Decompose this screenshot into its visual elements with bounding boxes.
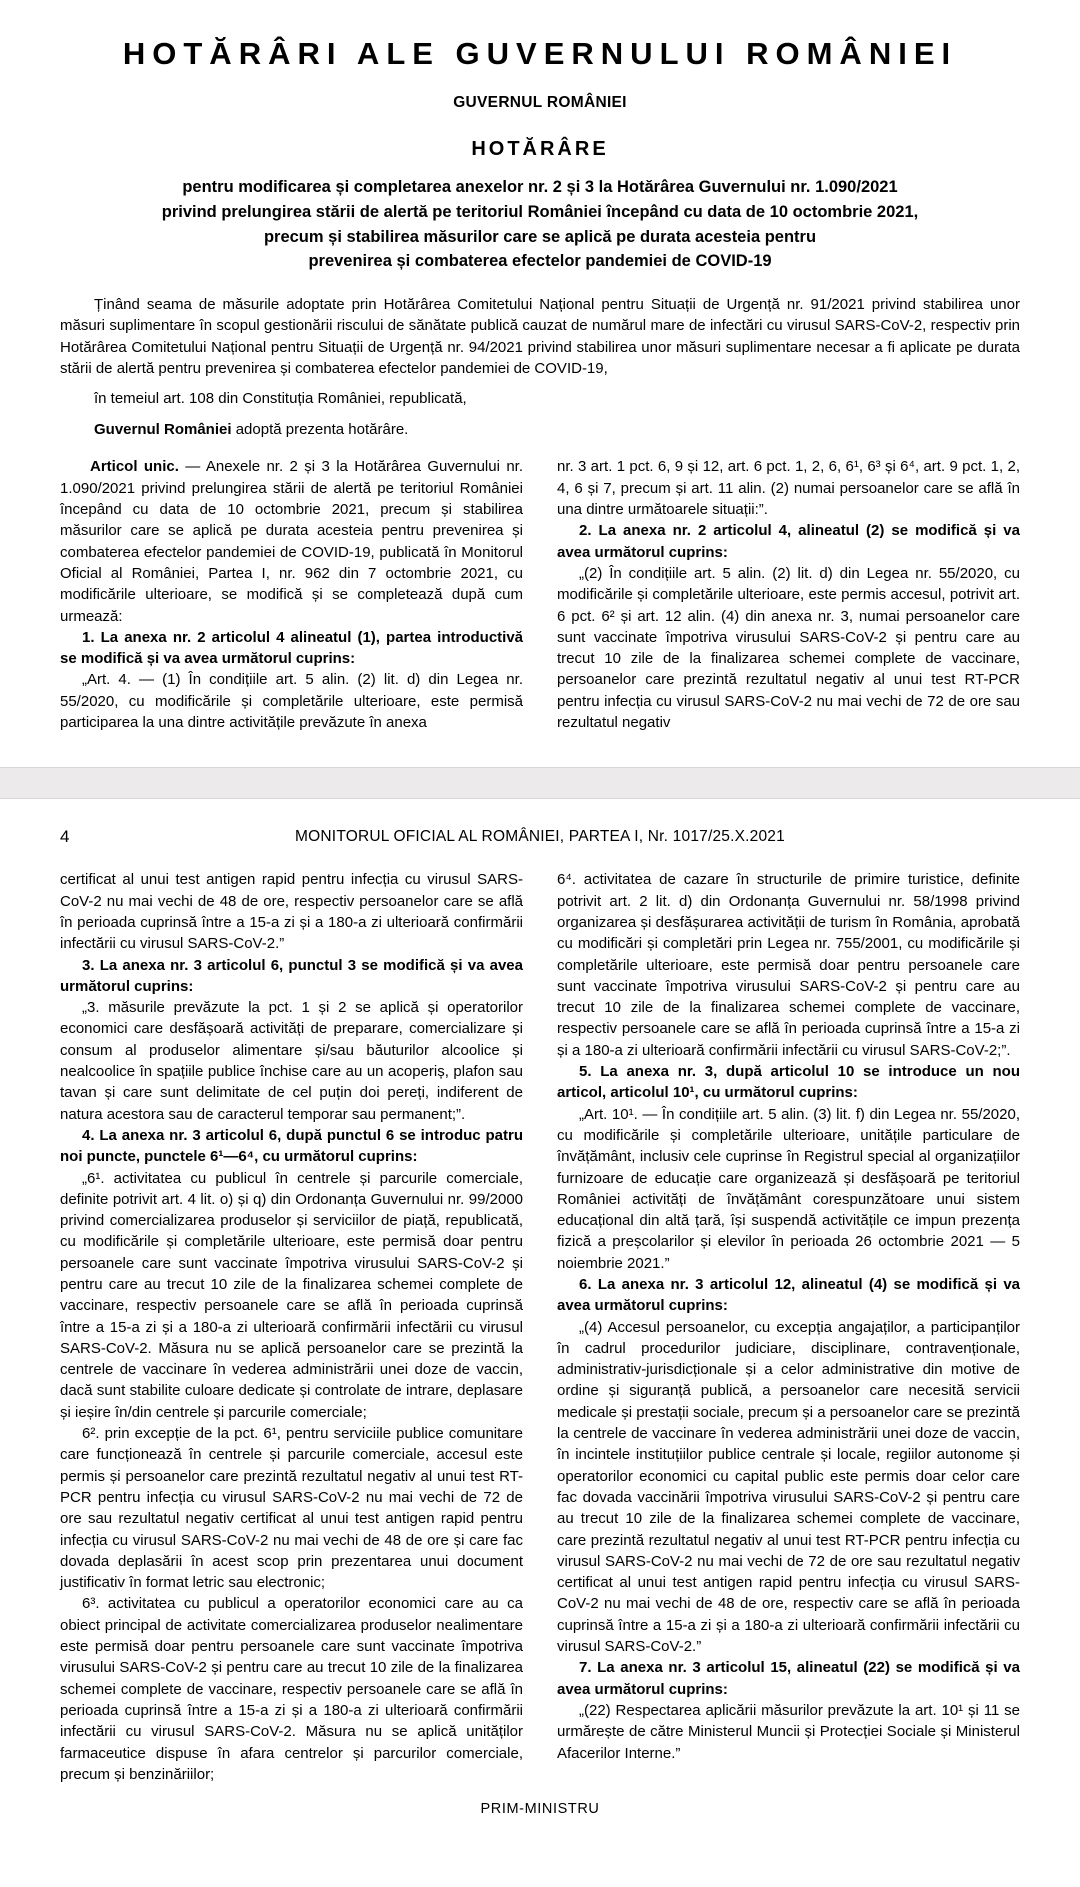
amendment-7-title: La anexa nr. 3 articolul 15, alineatul (22) se modifică și va avea următorul cuprins: bbox=[557, 1659, 1020, 1698]
running-title: MONITORUL OFICIAL AL ROMÂNIEI, PARTEA I, Nr. 1017/25.X.2021 bbox=[295, 828, 785, 846]
document-page-1 bbox=[0, 0, 1080, 799]
amendment-3-quote: „3. măsurile prevăzute la pct. 1 și 2 se aplică și operatorilor economici care desfășoară activități de preparare, comercializare și consum al produselor alimentare și/sau băuturilor alcoolice și nealcoolice în spațiile publice închise care au un acoperiș, plafon sau tavan și care sunt delimitate de cel puțin doi pereți, indiferent de natura acestora sau de caracterul temporar sau permanent;”. bbox=[60, 999, 523, 1123]
amendment-6-number: 6. bbox=[579, 1275, 598, 1293]
amendment-5-title: La anexa nr. 3, după articolul 10 se introduce un nou articol, articolul 10¹, cu următorul cuprins: bbox=[557, 1063, 1020, 1102]
amendment-3-title: La anexa nr. 3 articolul 6, punctul 3 se modifică și va avea următorul cuprins: bbox=[60, 956, 523, 995]
amendment-2-title: La anexa nr. 2 articolul 4, alineatul (2) se modifică și va avea următorul cuprins: bbox=[557, 522, 1020, 561]
amendment-7-number: 7. bbox=[579, 1659, 598, 1677]
article-unic-text: — Anexele nr. 2 și 3 la Hotărârea Guvernului nr. 1.090/2021 privind prelungirea stării de alertă pe teritoriul României începând cu data de 10 octombrie 2021, precum și stabilirea măsurilor care se aplică pe durata acesteia pentru prevenirea și combaterea efectelor pandemiei de COVID-19, publicată în Monitorul Oficial al României, Partea I, nr. 962 din 7 octombrie 2021, cu modificările ulterioare, se modifică și se completează după cum urmează: bbox=[60, 458, 523, 625]
document-title bbox=[90, 175, 990, 274]
masthead-title: HOTĂRÂRI ALE GUVERNULUI ROMÂNIEI bbox=[122, 36, 958, 71]
amendment-1-heading bbox=[60, 627, 523, 670]
amendment-4-heading bbox=[60, 1125, 523, 1168]
amendment-5-quote: „Art. 10¹. — În condițiile art. 5 alin. (3) lit. f) din Legea nr. 55/2020, cu modificările și completările ulterioare, unitățile particulare de învățământ, inclusiv cele cuprinse în Registrul special al organizațiilor furnizoare de educație care organizează și desfășoară pe teritoriul României activități de învățământ corespunzătoare unui sistem educațional din altă țară, își suspendă activitățile ce impun prezența fizică a preșcolarilor și elevilor în perioada 26 octombrie 2021 — 5 noiembrie 2021.” bbox=[557, 1105, 1020, 1272]
page2-column-left bbox=[60, 869, 523, 1785]
amendment-7-quote: „(22) Respectarea aplicării măsurilor prevăzute la art. 10¹ și 11 se urmărește de către Ministerul Muncii și Protecției Sociale și Ministerul Afacerilor Interne.” bbox=[557, 1701, 1020, 1762]
page1-body bbox=[0, 0, 1080, 733]
page1-columns bbox=[60, 456, 1020, 733]
amendment-1-quote-continued: nr. 3 art. 1 pct. 6, 9 și 12, art. 6 pct. 1, 2, 6, 6¹, 6³ și 6⁴, art. 9 pct. 1, 2, 4, 6 și 7, precum și art. 11 alin. (2) numai persoanelor care se află în una dintre următoarele situații:”. bbox=[557, 458, 1020, 519]
amendment-2-quote-continued: certificat al unui test antigen rapid pentru infecția cu virusul SARS-CoV-2 nu mai vechi de 48 de ore, respectiv persoanelor care se află în perioada cuprinsă între a 15-a zi și a 180-a zi ulterioară confirmării infectării cu virusul SARS-CoV-2.” bbox=[60, 871, 523, 953]
amendment-1-number: 1. bbox=[82, 628, 101, 646]
document-page-2 bbox=[0, 799, 1080, 1823]
article-unic-paragraph bbox=[60, 456, 523, 626]
amendment-4-number: 4. bbox=[82, 1126, 100, 1144]
amendment-3-number: 3. bbox=[82, 956, 100, 974]
document-type-heading: HOTĂRÂRE bbox=[471, 138, 609, 160]
amendment-3-heading bbox=[60, 955, 523, 998]
amendment-7-heading bbox=[557, 1657, 1020, 1700]
amendment-2-heading bbox=[557, 520, 1020, 563]
page2-column-right bbox=[557, 869, 1020, 1763]
preamble-paragraph-2: în temeiul art. 108 din Constituția României, republicată, bbox=[94, 390, 467, 408]
document-title-line-2: privind prelungirea stării de alertă pe teritoriul României începând cu data de 10 octombrie 2021, bbox=[161, 202, 919, 221]
page-separator bbox=[0, 767, 1080, 799]
amendment-4-point-61: „6¹. activitatea cu publicul în centrele și parcurile comerciale, definite potrivit art. 4 lit. o) și q) din Ordonanța Guvernului nr. 99/2000 privind comercializarea produselor și serviciilor de piață, republicată, cu modificările și completările ulterioare, este permisă doar pentru persoanele care sunt vaccinate împotriva virusului SARS-CoV-2 și pentru care au trecut 10 zile de la finalizarea schemei complete de vaccinare, respectiv persoanele care se află în perioada cuprinsă între a 15-a zi și a 180-a zi ulterioară confirmării infectării cu virusul SARS-CoV-2. Măsura nu se aplică persoanelor care se prezintă la centrele de vaccinare în vederea administrării unei doze de vaccin, dacă sunt stabilite culoare dedicate și controlate de intrare, deplasare și ieșire în/din centrele și parcurile comerciale; bbox=[60, 1169, 523, 1421]
amendment-4-title: La anexa nr. 3 articolul 6, după punctul 6 se introduc patru noi puncte, punctele 6¹—6⁴, cu următorul cuprins: bbox=[60, 1126, 524, 1166]
page2-columns bbox=[60, 869, 1020, 1785]
running-header bbox=[60, 825, 1020, 855]
page-number: 4 bbox=[60, 827, 70, 847]
adoption-statement bbox=[60, 421, 1020, 438]
amendment-4-point-64: 6⁴. activitatea de cazare în structurile de primire turistice, definite potrivit art. 2 lit. d) din Ordonanța Guvernului nr. 58/1998 privind organizarea și desfășurarea activității de turism în România, aprobată cu modificări și completări prin Legea nr. 755/2001, cu modificările și completările ulterioare, este permisă doar pentru persoanele care sunt vaccinate împotriva virusului SARS-CoV-2 și pentru care au trecut 10 zile de la finalizarea schemei complete de vaccinare, respectiv persoanele care se află în perioada cuprinsă între a 15-a zi și a 180-a zi ulterioară confirmării infectării cu virusul SARS-CoV-2;”. bbox=[557, 871, 1020, 1059]
amendment-2-number: 2. bbox=[579, 522, 599, 540]
signature-block: PRIM-MINISTRU bbox=[480, 1801, 600, 1818]
amendment-5-number: 5. bbox=[579, 1063, 601, 1081]
adoption-rest: adoptă prezenta hotărâre. bbox=[231, 421, 409, 439]
page1-column-right bbox=[557, 456, 1020, 733]
amendment-4-point-62: 6². prin excepție de la pct. 6¹, pentru serviciile publice comunitare care funcționează în centrele și parcurile comerciale, accesul este permis și persoanelor care prezintă rezultatul negativ al unui test RT-PCR pentru infecția cu virusul SARS-CoV-2 nu mai vechi de 72 de ore sau rezultatul negativ certificat al unui test antigen rapid pentru infecția cu virusul SARS-CoV-2 nu mai vechi de 48 de ore și care fac dovada deplasării în acest scop prin prezentarea unui document justificativ în format letric sau electronic; bbox=[60, 1425, 523, 1592]
government-line: GUVERNUL ROMÂNIEI bbox=[453, 94, 627, 111]
amendment-4-point-63: 6³. activitatea cu publicul a operatorilor economici care au ca obiect principal de activitate comercializarea produselor nealimentare este permisă doar pentru persoanele care sunt vaccinate împotriva virusului SARS-CoV-2 și pentru care au trecut 10 zile de la finalizarea schemei complete de vaccinare, respectiv persoanele care se află în perioada cuprinsă între a 15-a zi și a 180-a zi ulterioară confirmării infectării cu virusul SARS-CoV-2. Măsura nu se aplică unităților farmaceutice dispuse în afara centrelor și parcurilor comerciale, precum și benzinăriilor; bbox=[60, 1595, 523, 1783]
amendment-6-quote: „(4) Accesul persoanelor, cu excepția angajaților, a participanților în cadrul procedurilor judiciare, disciplinare, contravenționale, administrativ-jurisdicționale și a celor administrative din motive de ordine și siguranță publică, a persoanelor care necesită servicii medicale și prestații sociale, precum și a persoanelor care se prezintă la centrele de vaccinare în vederea administrării unei doze de vaccin, în incintele instituțiilor publice centrale și locale, regiilor autonome și operatorilor economici cu capital public este permis doar celor care fac dovada vaccinării împotriva virusului SARS-CoV-2 și pentru care au trecut 10 zile de la finalizarea schemei complete de vaccinare, care prezintă rezultatul negativ al unui test RT-PCR pentru infecția cu virusul SARS-CoV-2 nu mai vechi de 72 de ore sau rezultatul negativ certificat al unui test antigen rapid pentru infecția cu virusul SARS-CoV-2 nu mai vechi de 48 de ore, respectiv care se află în perioada cuprinsă între a 15-a zi și a 180-a zi ulterioară confirmării infectării cu virusul SARS-CoV-2.” bbox=[557, 1318, 1020, 1656]
document-title-line-3: precum și stabilirea măsurilor care se aplică pe durata acesteia pentru bbox=[263, 227, 817, 246]
amendment-6-title: La anexa nr. 3 articolul 12, alineatul (4) se modifică și va avea următorul cuprins: bbox=[557, 1275, 1021, 1315]
amendment-1-title: La anexa nr. 2 articolul 4 alineatul (1), partea introductivă se modifică și va avea următorul cuprins: bbox=[60, 628, 524, 668]
preamble-paragraph-1: Ținând seama de măsurile adoptate prin Hotărârea Comitetului Național pentru Situații de Urgență nr. 91/2021 privind stabilirea unor măsuri suplimentare în scopul gestionării riscului de sănătate publică cauzat de numărul mare de infectări cu virusul SARS-CoV-2, respectiv prin Hotărârea Comitetului Național pentru Situații de Urgență nr. 94/2021 privind stabilirea unor măsuri suplimentare necesar a fi aplicate pe durata stării de alertă pentru prevenirea și combaterea efectelor pandemiei de COVID-19, bbox=[60, 296, 1020, 377]
page2-body bbox=[0, 799, 1080, 1823]
amendment-1-quote: „Art. 4. — (1) În condițiile art. 5 alin. (2) lit. d) din Legea nr. 55/2020, cu modificările și completările ulterioare, este permisă participarea la una dintre activitățile prevăzute în anexa bbox=[60, 671, 523, 732]
document-title-line-1: pentru modificarea și completarea anexelor nr. 2 și 3 la Hotărârea Guvernului nr. 1.090/2021 bbox=[182, 178, 898, 196]
page1-column-left bbox=[60, 456, 523, 733]
adoption-subject: Guvernul României bbox=[94, 421, 232, 439]
amendment-6-heading bbox=[557, 1274, 1020, 1317]
amendment-2-quote: „(2) În condițiile art. 5 alin. (2) lit. d) din Legea nr. 55/2020, cu modificările și completările ulterioare, este permis accesul, potrivit art. 6 pct. 6² și art. 12 alin. (4) din anexa nr. 3, numai persoanelor care sunt vaccinate împotriva virusului SARS-CoV-2 și pentru care au trecut 10 zile de la finalizarea schemei complete de vaccinare, persoanelor care prezintă rezultatul negativ al unui test RT-PCR pentru infecția cu virusul SARS-CoV-2 nu mai vechi de 72 de ore sau rezultatul negativ bbox=[557, 564, 1020, 732]
amendment-5-heading bbox=[557, 1061, 1020, 1104]
article-unic-label: Articol unic. bbox=[90, 458, 179, 476]
document-title-line-4: prevenirea și combaterea efectelor pandemiei de COVID-19 bbox=[308, 252, 772, 271]
